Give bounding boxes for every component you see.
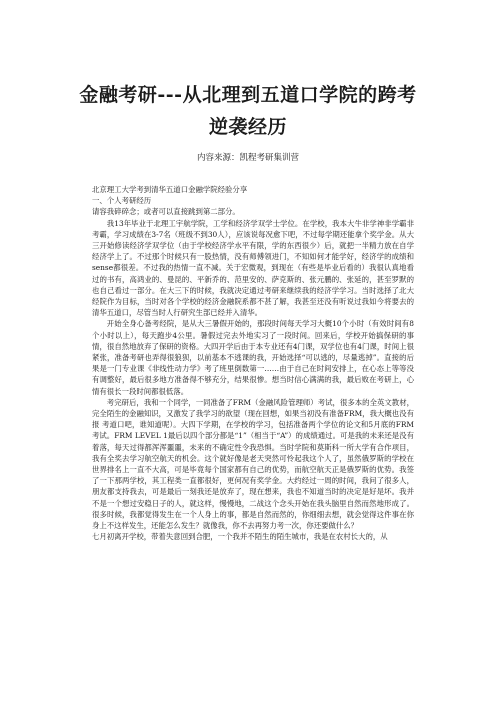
paragraph: 开始全身心备考经院，是从大三暑假开始的，那段时间每天学习大概10个小时（有效时间有8个小时以上），每天跑步4公里。暑假过完去外地实习了一段时间。回来后，学校开始搞保研的事情，很自然地放弃了保研的资格。大四开学后由于本专业还有4门课，双学位也有4门课，时间上很紧张，准备考研也弄得很狼狈，以前基本不逃课的我，开始选择“可以逃的，尽量逃掉”。直接的后果是一门专业课《非线性动力学》考了班里倒数第一……由于自己在时间安排上，在心态上等等没有调整好，最后很多地方准备得不够充分，结果很惨。想当时信心满满的我，最后败在考研上，心情有很长一段时间都很低落。 xyxy=(92,319,414,396)
paragraph: 七月初离开学校，带着失意回到合肥，一个我并不陌生的陌生城市，我是在农村长大的，从 xyxy=(92,532,388,542)
document-title-line2: 逆袭经历 xyxy=(208,116,287,138)
paragraph: 请容我碎碎念；或者可以直接跳到第二部分。 xyxy=(92,207,240,217)
document-body xyxy=(92,184,414,543)
section-heading: 一、个人考研经历 xyxy=(92,196,152,206)
content-source: 内容来源：凯程考研集训营 xyxy=(196,153,299,163)
paragraph: 我13年毕业于北理工宇航学院，工学和经济学双学士学位。在学校，我本大牛非学神非学霸非考霸，学习成绩在3-7名（班级不到30人），应该说每况愈下吧，不过每学期还能拿个奖学金。从大三开始修读经济学双学位（由于学校经济学水平有限，学的东西很少）后，就把一半精力放在自学经济学上了。不过那个时候只有一股热情，没有师傅领进门，不知如何才能学好，经济学的成绩和sense都很差。不过我的热情一直不减。关于宏微观，到现在（有些是毕业后看的）我很认真地看过的书有，高鸿业的、曼昆的、平新乔的、范里安的、萨克斯的、张元鹏的、张延的，甚至罗默的也自己看过一部分。在大三下的时候，我就决定通过考研来继续我的经济学学习。当时选择了北大经院作为目标，当时对各个学校的经济金融院系都不甚了解，我甚至还没有听说过我如今将要去的清华五道口，尽管当时人行研究生部已经并入清华。 xyxy=(92,218,414,318)
paragraph: 考完研后，我和一个同学，一同准备了FRM（金融风险管理师）考试，很多本的全英文教材，完全陌生的金融知识，又激发了我学习的欲望（现在回想，如果当初没有准备FRM，我大概也没有报 考道口吧，谁知道呢）。大四下学期，在学校的学习，包括准备两个学位的论文和5月底的FRM考试。FRM LEVEL 1最后以四个部分都是“1”（相当于“A”）的成绩通过。可是我的未来还是没有着落，每天过得都浑浑噩噩，未来的不确定性令我恐惧。当时学院和莫斯科一所大学有合作项目，我有全奖去学习航空航天的机会。这个就好像是老天突然可怜起我这个人了，虽然俄罗斯的学校在世界排名上一直不大高，可是毕竟每个国家都有自己的优势，而航空航天正是俄罗斯的优势。我签了一下那两学校，其工程类一直都很好，更何况有奖学金。大约经过一周的时间，我问了很多人，朋友都支持我去，可是最后一刻我还是放弃了，现在想来，我也不知道当时的决定是好是坏。我并不是一个想过安稳日子的人，就这样，慢慢地，二战这个念头开始在我头脑里自然而然地形成了。很多时候，我都觉得发生在一个人身上的事，都是自然而然的，你细细去想，就会觉得这件事在你身上不这样发生，还能怎么发生？就像我，你不去再努力考一次，你还要做什么？ xyxy=(92,397,414,531)
paragraph: 北京理工大学考到清华五道口金融学院经验分享 xyxy=(92,185,248,194)
document-title-line1: 金融考研---从北理到五道口学院的跨考 xyxy=(79,84,417,106)
